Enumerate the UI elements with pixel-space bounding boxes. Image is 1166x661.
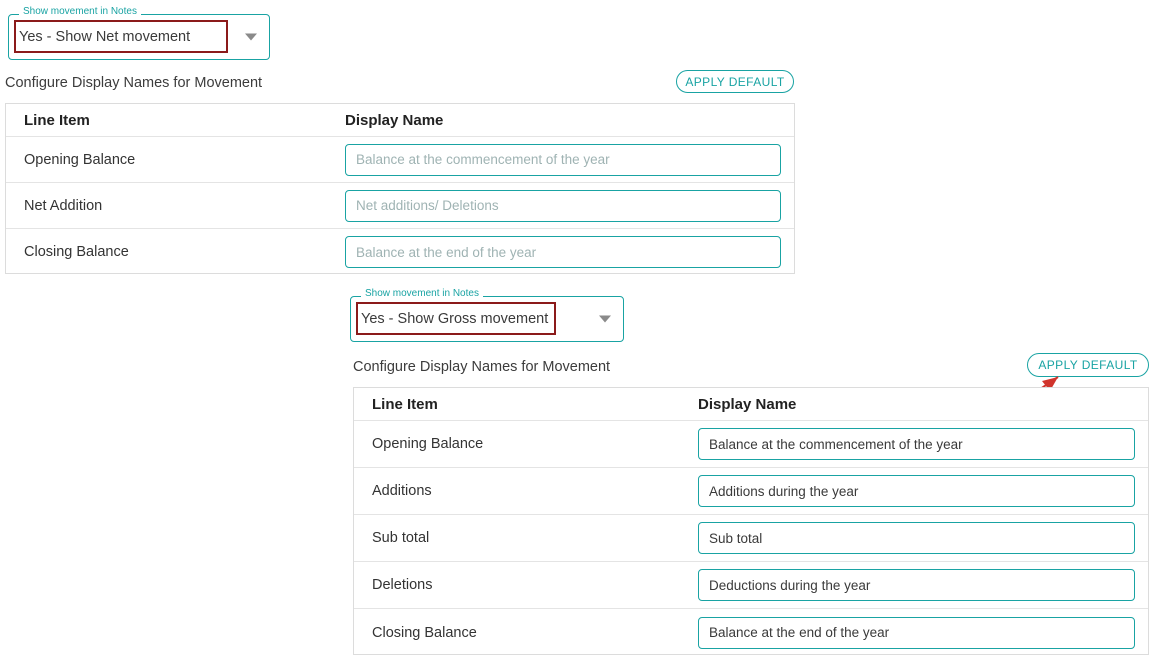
line-item-label: Additions	[372, 483, 432, 499]
line-item-label: Opening Balance	[24, 151, 136, 168]
table-row	[6, 137, 794, 183]
column-header-line-item: Line Item	[372, 395, 438, 413]
display-name-cell	[341, 236, 791, 268]
display-name-input[interactable]: Deductions during the year	[698, 569, 1135, 601]
show-movement-select-net[interactable]	[8, 6, 270, 60]
display-name-cell	[694, 569, 1148, 601]
display-name-cell	[694, 475, 1148, 507]
line-item-label: Opening Balance	[372, 436, 484, 452]
table-row	[354, 609, 1148, 656]
configure-display-names-label-net: Configure Display Names for Movement	[5, 75, 263, 91]
display-name-input[interactable]: Balance at the end of the year	[345, 236, 781, 268]
line-item-label: Closing Balance	[372, 624, 477, 641]
show-movement-select-value: Yes - Show Net movement	[19, 29, 191, 45]
chevron-down-icon[interactable]	[245, 34, 257, 41]
column-header-line-item: Line Item	[24, 111, 90, 129]
show-movement-select-label: Show movement in Notes	[361, 289, 483, 299]
table-row	[6, 229, 794, 275]
table-header-row	[6, 104, 794, 137]
table-header-row	[354, 388, 1148, 421]
display-name-cell	[694, 428, 1148, 460]
display-name-input[interactable]: Balance at the commencement of the year	[698, 428, 1135, 460]
display-name-input[interactable]: Additions during the year	[698, 475, 1135, 507]
line-item-label: Net Addition	[24, 197, 103, 214]
table-row	[354, 515, 1148, 562]
display-name-input[interactable]: Balance at the commencement of the year	[345, 144, 781, 176]
column-header-display-name: Display Name	[345, 111, 444, 129]
apply-default-button-net[interactable]: APPLY DEFAULT	[676, 70, 794, 93]
configure-display-names-label-gross: Configure Display Names for Movement	[353, 359, 611, 375]
display-names-table-net	[5, 103, 795, 274]
chevron-down-icon[interactable]	[599, 316, 611, 323]
table-row	[354, 468, 1148, 515]
table-row	[6, 183, 794, 229]
line-item-label: Closing Balance	[24, 244, 129, 260]
apply-default-button-gross[interactable]: APPLY DEFAULT	[1027, 353, 1149, 377]
show-movement-select-gross[interactable]	[350, 288, 624, 342]
line-item-label: Sub total	[372, 530, 430, 546]
line-item-label: Deletions	[372, 577, 433, 593]
display-names-table-gross	[353, 387, 1149, 655]
display-name-cell	[694, 617, 1148, 649]
show-movement-select-value: Yes - Show Gross movement	[361, 311, 549, 327]
table-row	[354, 562, 1148, 609]
column-header-display-name: Display Name	[698, 395, 797, 413]
display-name-cell	[341, 144, 791, 176]
show-movement-select-label: Show movement in Notes	[19, 7, 141, 17]
display-name-input[interactable]: Balance at the end of the year	[698, 617, 1135, 649]
display-name-cell	[694, 522, 1148, 554]
display-name-cell	[341, 190, 791, 222]
display-name-input[interactable]: Sub total	[698, 522, 1135, 554]
table-row	[354, 421, 1148, 468]
display-name-input[interactable]: Net additions/ Deletions	[345, 190, 781, 222]
